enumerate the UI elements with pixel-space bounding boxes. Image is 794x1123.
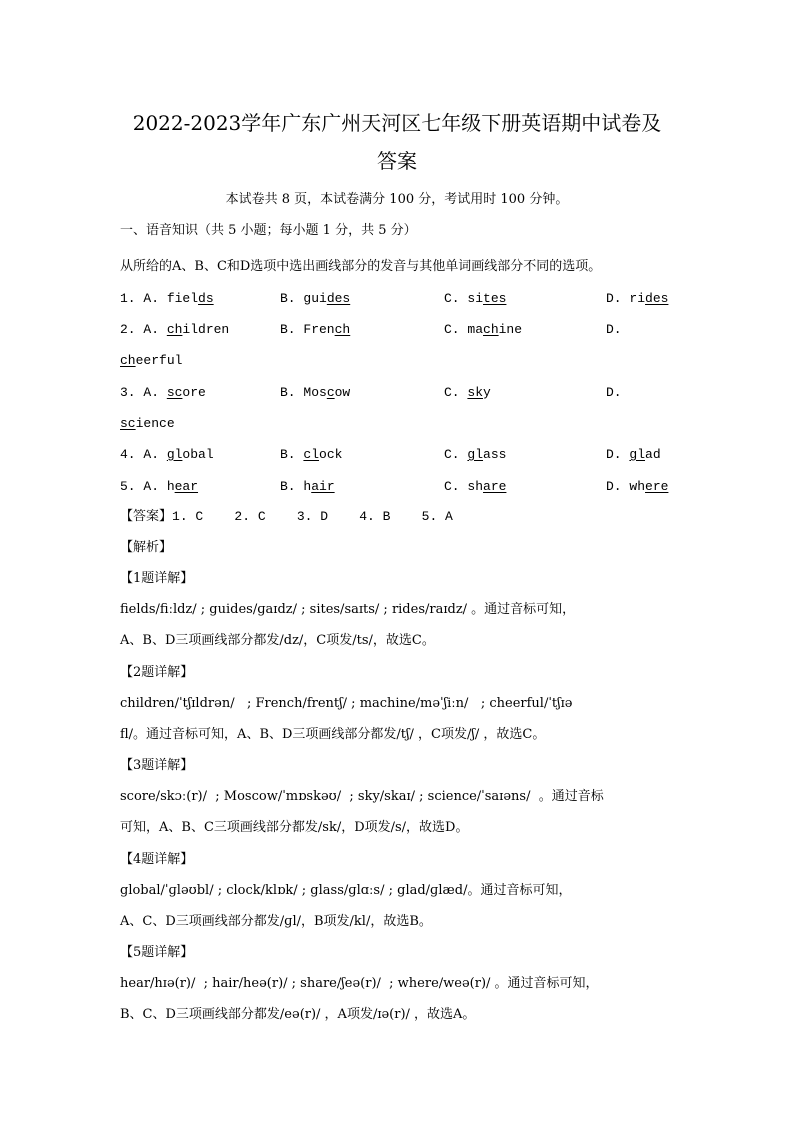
option-c (444, 385, 491, 401)
option-label: B. (280, 322, 304, 337)
detail-phonetics: fields/fiːldz/ ; guides/ɡaɪdz/ ; sites/saɪts/ ; rides/raɪdz/ 。通过音标可知， (120, 602, 576, 617)
underlined-part: sk (467, 385, 484, 400)
answer-values: 1. C 2. C 3. D 4. B 5. A (172, 509, 453, 524)
option-word (629, 479, 668, 494)
word-part: wh (629, 479, 646, 494)
detail-conclusion: B、C、D三项画线部分都发/eə(r)/ ，A项发/ɪə(r)/ ，故选A。 (120, 1007, 476, 1023)
option-label: 4. A. (120, 447, 167, 462)
option-b (280, 447, 342, 463)
option-word (303, 385, 350, 400)
underlined-part: ear (174, 479, 199, 494)
word-part: fiel (166, 291, 199, 306)
option-label: D. (606, 447, 630, 462)
option-a (120, 385, 206, 401)
exam-info: 本试卷共 8 页，本试卷满分 100 分，考试用时 100 分钟。 (225, 192, 569, 207)
option-d (606, 385, 622, 401)
option-b (280, 291, 350, 307)
analysis-label: 【解析】 (120, 540, 173, 555)
detail-conclusion: A、B、D三项画线部分都发/dz/，C项发/ts/，故选C。 (120, 633, 435, 648)
word-part: sh (467, 479, 484, 494)
word-part: ore (182, 385, 206, 400)
word-part: h (166, 479, 175, 494)
document-title: 2022-2023学年广东广州天河区七年级下册英语期中试卷及 (132, 111, 662, 135)
option-d (606, 479, 668, 495)
word-part: ock (319, 447, 343, 462)
option-label: B. (280, 291, 304, 306)
underlined-part: sc (166, 385, 183, 400)
option-label: 3. A. (120, 385, 167, 400)
option-word (467, 322, 522, 337)
detail-heading: 【4题详解】 (120, 851, 194, 867)
underlined-part: gl (629, 447, 646, 462)
word-part: ildren (182, 322, 230, 337)
option-b (280, 322, 350, 338)
option-word (167, 291, 214, 306)
option-c (444, 479, 506, 495)
option-word (467, 479, 506, 494)
word-part: ience (135, 416, 175, 431)
option-label: C. (444, 447, 468, 462)
underlined-part: ch (483, 322, 499, 337)
section-heading: 一、语音知识（共 5 小题；每小题 1 分，共 5 分） (120, 223, 417, 238)
detail-heading: 【1题详解】 (120, 571, 194, 586)
option-word (629, 291, 668, 306)
option-label: C. (444, 385, 468, 400)
option-label: B. (280, 479, 304, 494)
option-c (444, 322, 522, 338)
option-d (606, 322, 622, 338)
option-c (444, 447, 506, 463)
option-word (167, 447, 214, 462)
word-part: eerful (135, 353, 183, 368)
option-label: 5. A. (120, 479, 167, 494)
word-part: ass (483, 447, 507, 462)
word-part: ad (645, 447, 661, 462)
option-label: 2. A. (120, 322, 167, 337)
option-word (303, 479, 334, 494)
option-word (120, 353, 182, 368)
detail-conclusion: 可知，A、B、C三项画线部分都发/sk/，D项发/s/，故选D。 (120, 820, 469, 836)
option-d-word-wrapped (120, 353, 182, 369)
option-word (167, 385, 206, 400)
option-label: D. (606, 322, 622, 337)
word-part: Fren (303, 322, 335, 337)
option-label: D. (606, 479, 630, 494)
option-word (167, 479, 198, 494)
detail-phonetics: hear/hɪə(r)/ ; hair/heə(r)/ ; share/ʃeə(r)/ ; where/weə(r)/ 。通过音标可知， (120, 976, 599, 992)
detail-heading: 【3题详解】 (120, 758, 194, 774)
underlined-part: ch (120, 353, 136, 368)
option-word (120, 416, 175, 431)
option-a (120, 322, 229, 338)
detail-phonetics: score/skɔː(r)/ ; Moscow/ˈmɒskəʊ/ ; sky/skaɪ/ ; science/ˈsaɪəns/ 。通过音标 (120, 789, 604, 805)
word-part: Mos (303, 385, 327, 400)
detail-phonetics: global/ˈɡləʊbl/ ; clock/klɒk/ ; glass/ɡlɑːs/ ; glad/ɡlæd/。通过音标可知， (120, 882, 572, 898)
option-word (303, 447, 342, 462)
answer-line (120, 509, 453, 525)
underlined-part: gl (166, 447, 183, 462)
underlined-part: ere (645, 479, 669, 494)
instruction: 从所给的A、B、C和D选项中选出画线部分的发音与其他单词画线部分不同的选项。 (120, 259, 602, 274)
option-word (303, 322, 350, 337)
detail-conclusion: fl/。通过音标可知，A、B、D三项画线部分都发/tʃ/ ，C项发/ʃ/ ，故选C。 (120, 726, 546, 742)
underlined-part: des (645, 291, 669, 306)
option-label: C. (444, 322, 468, 337)
word-part: obal (182, 447, 214, 462)
word-part: h (303, 479, 312, 494)
detail-phonetics: children/ˈtʃɪldrən/ ; French/frentʃ/ ; machine/məˈʃiːn/ ; cheerful/ˈtʃɪə (120, 695, 573, 711)
underlined-part: ch (166, 322, 183, 337)
option-b (280, 385, 350, 401)
detail-heading: 【2题详解】 (120, 664, 194, 680)
word-part: y (483, 385, 491, 400)
underlined-part: sc (120, 416, 136, 431)
option-label: B. (280, 385, 304, 400)
underlined-part: ch (334, 322, 351, 337)
underlined-part: gl (467, 447, 484, 462)
word-part: ine (498, 322, 523, 337)
option-word (467, 291, 506, 306)
option-a (120, 447, 214, 463)
detail-heading: 【5题详解】 (120, 945, 194, 961)
underlined-part: tes (483, 291, 507, 306)
word-part: ri (629, 291, 646, 306)
option-label: C. (444, 479, 468, 494)
option-a (120, 479, 198, 495)
underlined-part: cl (303, 447, 320, 462)
option-label: 1. A. (120, 291, 167, 306)
word-part: si (467, 291, 484, 306)
underlined-part: c (326, 385, 335, 400)
option-label: D. (606, 291, 630, 306)
word-part: ma (467, 322, 484, 337)
option-word (467, 447, 506, 462)
option-label: B. (280, 447, 304, 462)
underlined-part: air (311, 479, 335, 494)
document-title-cont: 答案 (377, 149, 417, 173)
option-label: D. (606, 385, 622, 400)
option-c (444, 291, 506, 307)
option-a (120, 291, 214, 307)
option-word (303, 291, 350, 306)
option-d (606, 447, 661, 463)
detail-conclusion: A、C、D三项画线部分都发/ɡl/，B项发/kl/，故选B。 (120, 913, 432, 929)
option-d (606, 291, 668, 307)
option-word (467, 385, 490, 400)
underlined-part: des (326, 291, 351, 306)
word-part: gui (303, 291, 327, 306)
option-word (629, 447, 660, 462)
option-label: C. (444, 291, 468, 306)
option-b (280, 479, 335, 495)
underlined-part: ds (198, 291, 214, 306)
option-d-word-wrapped (120, 416, 175, 432)
word-part: ow (334, 385, 351, 400)
underlined-part: are (483, 479, 507, 494)
answer-label: 【答案】 (120, 509, 173, 524)
option-word (167, 322, 229, 337)
